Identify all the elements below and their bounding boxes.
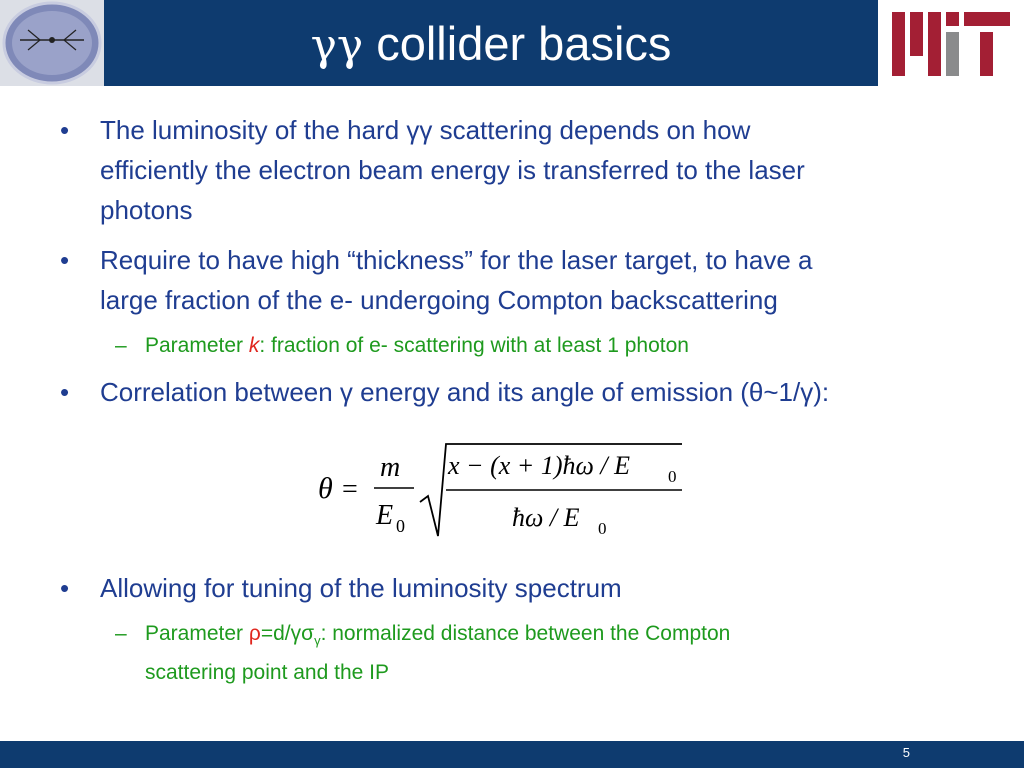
bullet-3-text: Correlation between γ energy and its angle of emission (θ~1/γ):: [100, 377, 830, 407]
angle-formula: [316, 440, 686, 550]
title-bar: [104, 0, 878, 86]
header: [0, 0, 1024, 86]
sub-bullet-2-suffix: =d/γσ: [260, 622, 315, 645]
formula-frac-num: m: [380, 452, 401, 483]
bullet-2-text: [100, 240, 980, 320]
sub-bullet-2-subscript: γ: [314, 633, 321, 649]
page-title: [311, 16, 672, 71]
formula-sqrt-num-sub: 0: [668, 467, 677, 486]
sub-bullet-2-text: [145, 618, 925, 689]
bullet-1-text: [100, 110, 980, 230]
formula-sqrt-den-sub: 0: [598, 519, 607, 538]
formula-theta: θ: [318, 472, 333, 505]
bullet-1-line-2: efficiently the electron beam energy is transferred to the laser: [100, 155, 805, 185]
formula-frac-den-sub: 0: [396, 516, 405, 536]
sub-bullet-1-prefix: Parameter: [145, 334, 249, 357]
sub-bullet-1-text: [145, 330, 925, 362]
formula-sqrt-den: ħω / E: [512, 503, 580, 532]
bullet-2-line-2: large fraction of the e- undergoing Compton backscattering: [100, 285, 778, 315]
sub-bullet-1-symbol: k: [248, 334, 260, 357]
sub-bullet-2-symbol: ρ: [248, 622, 261, 645]
bullet-dot: •: [60, 573, 70, 603]
bullet-1-line-3: photons: [100, 195, 193, 225]
footer-bar: [0, 741, 1024, 768]
sub-bullet-2-line-2: scattering point and the IP: [145, 661, 389, 685]
bullet-dot: •: [60, 245, 70, 275]
sub-bullet-2-suffix-b: : normalized distance between the Compton: [320, 622, 731, 645]
title-text: collider basics: [363, 16, 672, 70]
formula-equals: =: [342, 474, 358, 505]
bullet-dot: •: [60, 115, 70, 145]
page-number: 5: [902, 745, 910, 760]
bullet-2-line-1: Require to have high “thickness” for the laser target, to have a: [100, 245, 813, 275]
sub-bullet-dash: –: [115, 622, 127, 645]
sub-bullet-2-prefix: Parameter: [145, 622, 249, 645]
formula-sqrt-num: x − (x + 1)ħω / E: [448, 451, 630, 480]
bullet-dot: •: [60, 377, 70, 407]
bullet-4-text: Allowing for tuning of the luminosity spectrum: [100, 573, 622, 603]
sub-bullet-dash: –: [115, 334, 127, 357]
title-greek: γγ: [310, 19, 364, 71]
sub-bullet-1-suffix: : fraction of e- scattering with at least 1 photon: [259, 334, 689, 357]
gamma-gamma-logo: [0, 0, 104, 86]
bullet-1-line-1: The luminosity of the hard γγ scattering depends on how: [100, 115, 751, 145]
formula-frac-den: E: [376, 500, 394, 531]
mit-logo: [878, 0, 1024, 86]
sub-bullet-2-line-1: [145, 618, 925, 657]
